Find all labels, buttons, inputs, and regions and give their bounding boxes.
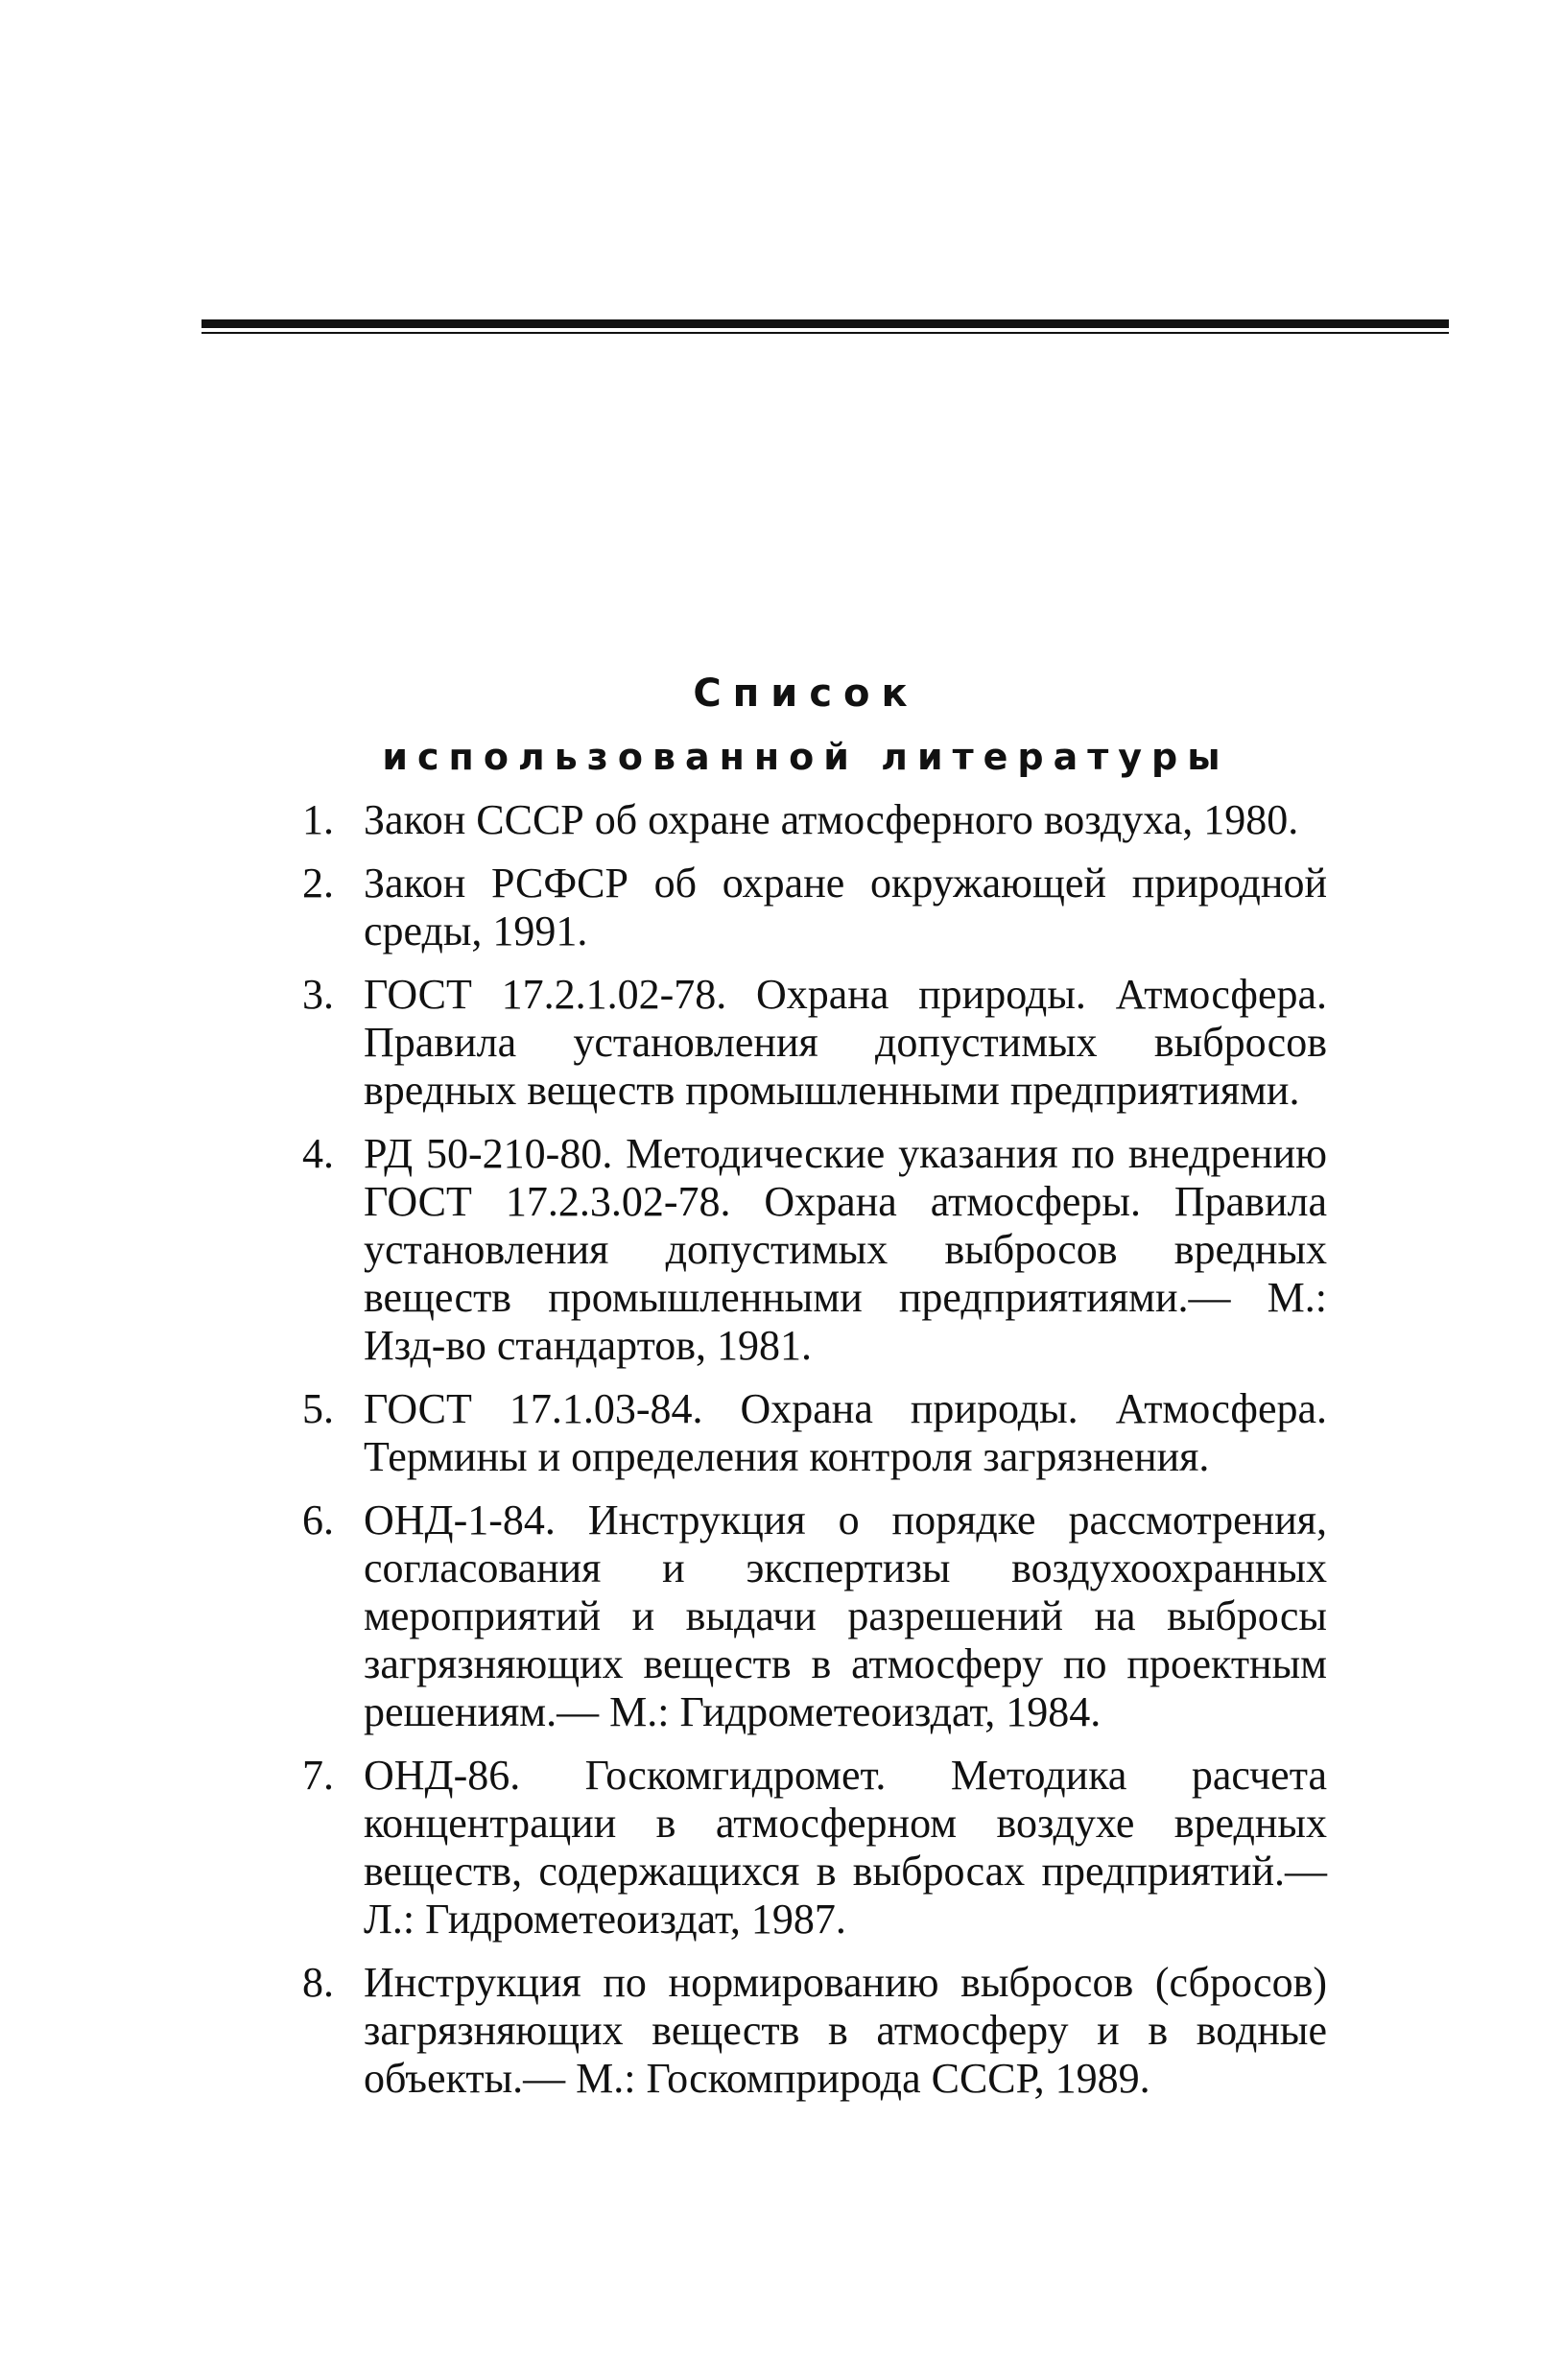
reference-number: 7. [302,1752,334,1799]
section-heading [326,662,1286,789]
reference-number: 4. [302,1130,334,1177]
reference-item [302,971,1327,1115]
reference-text: ОНД-1-84. Инструкция о порядке рассмотрения, согласования и экспертизы воздухоохранных мероприятий и выдачи разрешений на выбросы загрязняющих веществ в атмосферу по проектным решениям.— М.: Гидрометеоиздат, 1984. [364,1496,1327,1735]
reference-number: 1. [302,796,334,843]
reference-text: Закон РСФСР об охране окружающей природной среды, 1991. [364,860,1327,954]
reference-item [302,796,1327,844]
header-rule-thick [201,319,1449,328]
reference-text: Закон СССР об охране атмосферного воздуха, 1980. [364,796,1299,843]
reference-item [302,1130,1327,1370]
reference-number: 6. [302,1496,334,1543]
reference-text: ОНД-86. Госкомгидромет. Методика расчета концентрации в атмосферном воздухе вредных веществ, содержащихся в выбросах предприятий.— Л.: Гидрометеоиздат, 1987. [364,1752,1327,1943]
reference-item [302,1385,1327,1481]
heading-line-2: использованной литературы [382,736,1230,778]
reference-item [302,1752,1327,1944]
reference-text: ГОСТ 17.2.1.02-78. Охрана природы. Атмосфера. Правила установления допустимых выбросов вредных веществ промышленными предприятиями. [364,971,1327,1114]
header-rule-thin [201,332,1449,334]
reference-number: 2. [302,860,334,907]
reference-item [302,860,1327,955]
reference-text: ГОСТ 17.1.03-84. Охрана природы. Атмосфера. Термины и определения контроля загрязнения. [364,1385,1327,1480]
reference-number: 5. [302,1385,334,1432]
reference-list [302,796,1327,2118]
heading-line-1: Список [693,672,919,716]
reference-number: 3. [302,971,334,1018]
header-rule [201,319,1449,334]
reference-item [302,1496,1327,1736]
reference-item [302,1959,1327,2103]
reference-text: Инструкция по нормированию выбросов (сбросов) загрязняющих веществ в атмосферу и в водные объекты.— М.: Госкомприрода СССР, 1989. [364,1959,1327,2102]
reference-text: РД 50-210-80. Методические указания по внедрению ГОСТ 17.2.3.02-78. Охрана атмосферы. Правила установления допустимых выбросов вредных веществ промышленными предприятиями.— М.: Изд-во стандартов, 1981. [364,1130,1327,1369]
reference-number: 8. [302,1959,334,2006]
